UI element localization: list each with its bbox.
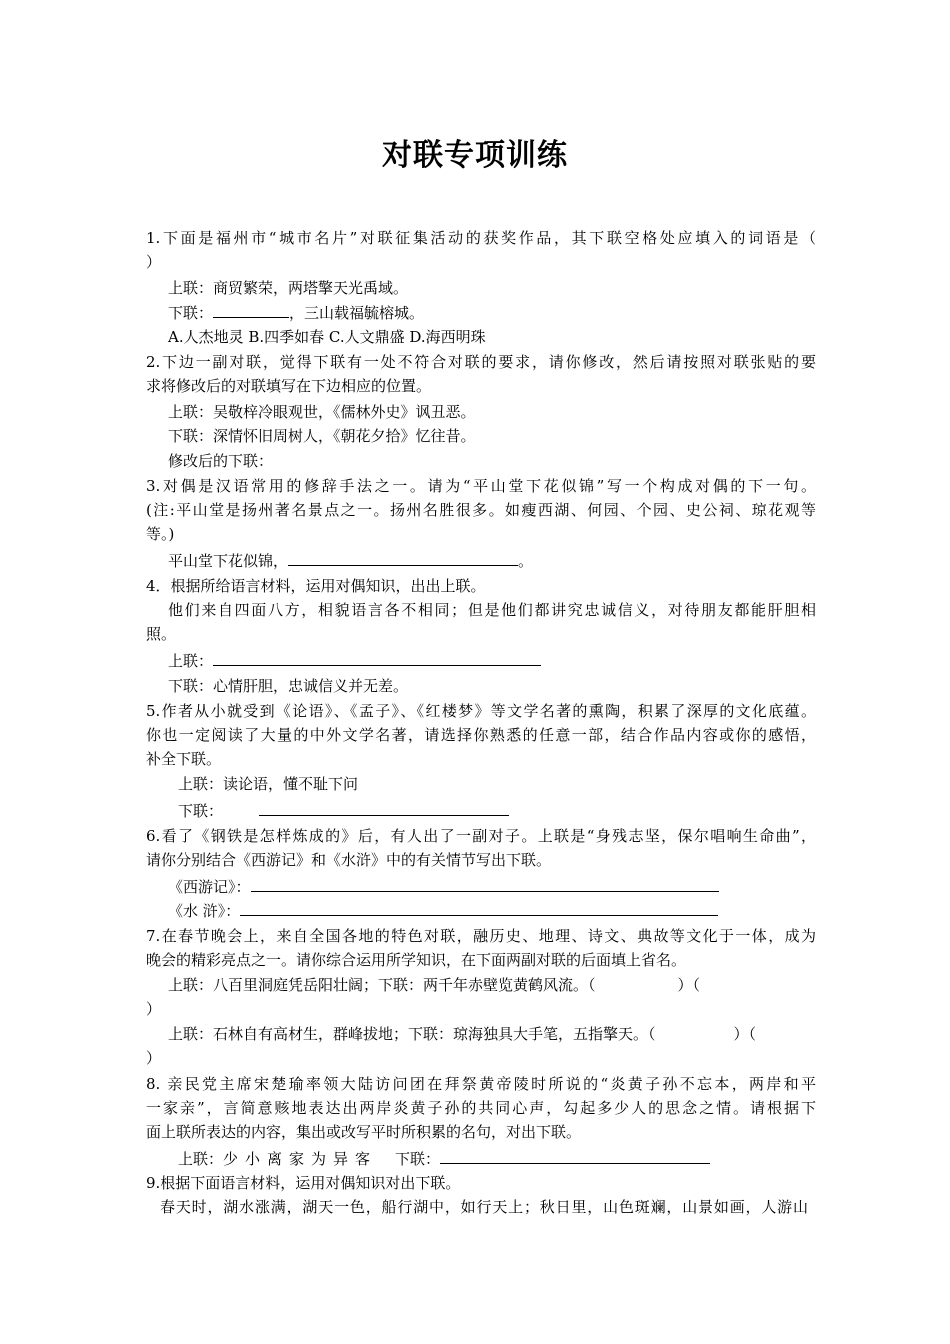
q7-pair2-text: 上联：石林自有高材生，群峰拔地；下联：琼海独具大手笔，五指擎天。（ [168, 1025, 656, 1043]
q8-stem-line1: 8. 亲民党主席宋楚瑜率领大陆访问团在拜祭黄帝陵时所说的“炎黄子孙不忘本，两岸和平 [146, 1075, 816, 1093]
q1-stem-line1: 1.下面是福州市“城市名片”对联征集活动的获奖作品，其下联空格处应填入的词语是（ [146, 229, 816, 247]
q2-stem-line1: 2.下边一副对联，觉得下联有一处不符合对联的要求，请你修改，然后请按照对联张贴的要 [146, 353, 816, 371]
q3-given-line: 平山堂下花似锦， [168, 552, 289, 570]
q6-shuihu-label: 《水 浒》： [168, 902, 241, 920]
q7-pair2-end: ） [146, 1049, 162, 1067]
q5-lower-line [178, 800, 848, 821]
q5-answer-blank[interactable] [259, 800, 509, 816]
q7-pair1-text: 上联：八百里洞庭凭岳阳壮阔；下联：两千年赤壁览黄鹤风流。（ [168, 976, 596, 994]
q7-stem-line1: 7.在春节晚会上，来自全国各地的特色对联，融历史、地理、诗文、典故等文化于一体，成为 [146, 927, 816, 945]
q1-lower-label: 下联： [168, 304, 214, 322]
q2-upper-couplet: 上联：吴敬梓冷眼观世，《儒林外史》讽丑恶。 [168, 403, 476, 421]
q8-couplet-line [178, 1148, 848, 1169]
q9-material-line1: 春天时，湖水涨满，湖天一色，船行湖中，如行天上；秋日里，山色斑斓，山景如画，人游山 [160, 1198, 808, 1216]
q3-stem-line3: 等。) [146, 525, 175, 543]
q3-answer-blank[interactable] [288, 550, 518, 566]
q7-pair1 [168, 975, 838, 995]
q1-stem-line2: ） [146, 253, 162, 271]
q6-stem-line2: 请你分别结合《西游记》和《水浒》中的有关情节写出下联。 [146, 851, 552, 869]
q6-xiyouji-label: 《西游记》： [168, 878, 251, 896]
q5-lower-label: 下联： [178, 802, 224, 820]
q3-stem-line2: (注:平山堂是扬州著名景点之一。扬州名胜很多。如瘦西湖、何园、个园、史公祠、琼花观等 [146, 501, 816, 519]
q8-stem-line3: 面上联所表达的内容，集出或改写平时所积累的名句，对出下联。 [146, 1123, 582, 1141]
q2-lower-couplet: 下联：深情怀旧周树人，《朝花夕拾》忆往昔。 [168, 427, 476, 445]
q8-upper-label: 上联： [178, 1150, 224, 1168]
q6-xiyouji-line [168, 876, 838, 897]
q5-stem-line3: 补全下联。 [146, 750, 222, 768]
q4-answer-blank[interactable] [213, 650, 541, 666]
q2-revised-label: 修改后的下联： [168, 452, 274, 470]
q5-stem-line1: 5.作者从小就受到《论语》、《孟子》、《红楼梦》等文学名著的熏陶，积累了深厚的文化底蕴。 [146, 702, 816, 720]
page-title: 对联专项训练 [382, 138, 568, 173]
q1-answer-blank[interactable] [213, 302, 289, 318]
q1-upper-couplet: 上联：商贸繁荣，两塔擎天光禹域。 [168, 279, 409, 297]
q8-stem-line2: 一家亲”，言简意赅地表达出两岸炎黄子孙的共同心声，勾起多少人的思念之情。请根据下 [146, 1099, 816, 1117]
q9-stem: 9.根据下面语言材料，运用对偶知识对出下联。 [146, 1174, 461, 1192]
q5-upper-couplet: 上联：读论语，懂不耻下问 [178, 775, 359, 793]
q1-lower-rest: ，三山载福毓榕城。 [289, 304, 425, 322]
q3-stem-line1: 3.对偶是汉语常用的修辞手法之一。请为“平山堂下花似锦”写一个构成对偶的下一句。 [146, 477, 816, 495]
q3-end-punct: 。 [518, 552, 534, 570]
q6-shuihu-blank[interactable] [240, 900, 718, 916]
q4-lower-couplet: 下联：心情肝胆，忠诚信义并无差。 [168, 677, 409, 695]
q6-xiyouji-blank[interactable] [251, 876, 719, 892]
q4-material-line1: 他们来自四面八方，相貌语言各不相同；但是他们都讲究忠诚信义，对待朋友都能肝胆相 [168, 601, 816, 619]
q1-lower-couplet [168, 302, 838, 323]
q6-shuihu-line [168, 900, 838, 921]
q2-stem-line2: 求将修改后的对联填写在下边相应的位置。 [146, 377, 432, 395]
q8-lower-label: 下联： [395, 1150, 441, 1168]
q4-material-line2: 照。 [146, 625, 177, 643]
q4-upper-line [168, 650, 838, 671]
q7-pair1-mid: ）（ [677, 976, 701, 994]
q1-options: A.人杰地灵 B.四季如春 C.人文鼎盛 D.海西明珠 [168, 328, 486, 346]
q5-stem-line2: 你也一定阅读了大量的中外文学名著，请选择你熟悉的任意一部，结合作品内容或你的感悟， [146, 726, 816, 744]
q7-pair2 [168, 1024, 838, 1044]
q6-stem-line1: 6.看了《钢铁是怎样炼成的》后，有人出了一副对子。上联是“身残志坚，保尔唱响生命曲”， [146, 827, 816, 845]
q7-pair1-end: ） [146, 1000, 162, 1018]
q7-stem-line2: 晚会的精彩亮点之一。请你综合运用所学知识，在下面两副对联的后面填上省名。 [146, 951, 687, 969]
q4-stem: 4．根据所给语言材料，运用对偶知识，出出上联。 [146, 577, 486, 595]
q8-answer-blank[interactable] [440, 1148, 710, 1164]
q8-upper-text: 少小离家为异客 [223, 1150, 378, 1168]
q3-answer-line [168, 550, 838, 571]
q4-upper-label: 上联： [168, 652, 214, 670]
q7-pair2-mid: ）（ [733, 1025, 757, 1043]
